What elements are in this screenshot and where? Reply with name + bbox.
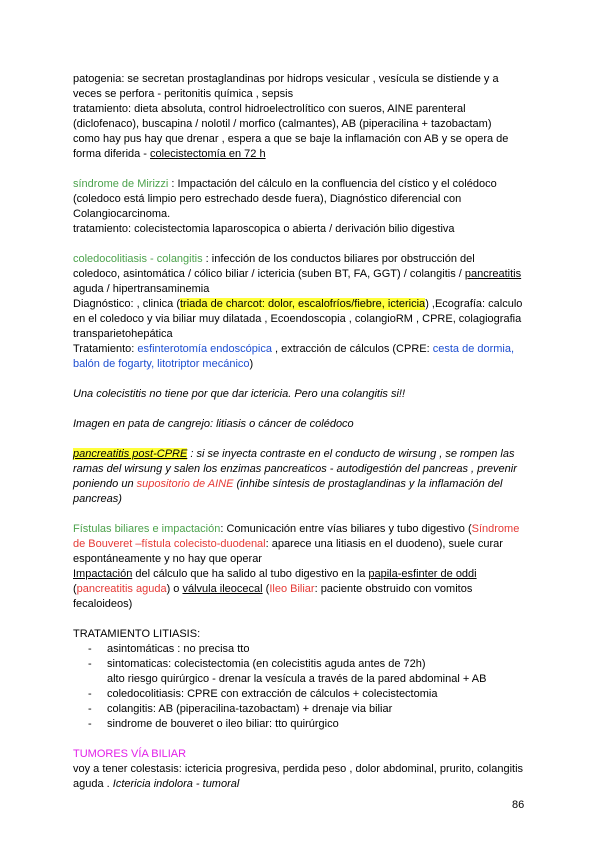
mirizzi-term: síndrome de Mirizzi — [73, 178, 169, 190]
text-line: en el coledoco y via biliar muy dilatada , Ecoendoscopia , colangioRM , CPRE, colagiografia — [73, 313, 522, 325]
tratamiento-title: TRATAMIENTO LITIASIS: — [73, 628, 201, 640]
papila-oddi-underlined: papila-esfinter de oddi — [368, 568, 477, 580]
cesta-dormia-term: cesta de dormia, — [432, 343, 515, 355]
document-page — [73, 72, 533, 792]
text-line: (diclofenaco), buscapina / nolotil / morfico (calmantes), AB (piperacilina + tazobactam) — [73, 118, 492, 130]
text-line: pancreas) — [73, 493, 122, 505]
tumores-title: TUMORES VÍA BILIAR — [73, 748, 187, 760]
sindrome-term: Síndrome — [471, 523, 520, 535]
list-item: - coledocolitiasis: CPRE con extracción de cálculos + colecistectomia — [73, 687, 533, 702]
bouveret-term: de Bouveret –fístula colecisto-duodenal — [73, 538, 266, 550]
valvula-ileocecal-underlined: válvula ileocecal — [182, 583, 263, 595]
pancreatitis-aguda-term: pancreatitis aguda — [76, 583, 167, 595]
pancreatitis-post-cpre-paragraph — [73, 447, 533, 507]
list-item: - asintomáticas : no precisa tto — [73, 642, 533, 657]
text-line: patogenia: se secretan prostaglandinas por hidrops vesicular , vesícula se distiende y a — [73, 73, 499, 85]
text-line: aguda . Ictericia indolora - tumoral — [73, 778, 240, 790]
text-line: (coledoco está limpio pero estrechado desde fuera), Diagnóstico diferencial con — [73, 193, 462, 205]
ileo-biliar-term: Ileo Biliar — [269, 583, 315, 595]
coledocolitiasis-paragraph — [73, 252, 533, 372]
supositorio-aine-term: supositorio de AINE — [136, 478, 234, 490]
text-line: Colangiocarcinoma. — [73, 208, 171, 220]
text-line: Fístulas biliares e impactación: Comunicación entre vías biliares y tubo digestivo (Síndrome — [73, 523, 520, 535]
text-line: ramas del wirsung y salen los enzimas pancreaticos - autodigestión del pancreas , prevenir — [73, 463, 517, 475]
colecistitis-note: Una colecistitis no tiene por que dar ictericia. Pero una colangitis si!! — [73, 388, 406, 400]
text-line: como hay pus hay que drenar , espera a que se baje la inflamación con AB y se opera de — [73, 133, 509, 145]
list-item-continuation: alto riesgo quirúrgico - drenar la vesícula a través de la pared abdominal + AB — [107, 673, 487, 685]
text-line: pancreatitis post-CPRE : si se inyecta contraste en el conducto de wirsung , se rompen las — [73, 448, 515, 460]
esfinterotomia-term: esfinterotomía endoscópica — [137, 343, 272, 355]
text-line: fecaloideos) — [73, 598, 133, 610]
text-line: Diagnóstico: , clinica (triada de charcot: dolor, escalofríos/fiebre, ictericia) ,Ecografía: calculo — [73, 298, 523, 310]
pancreatitis-underlined: pancreatitis — [464, 268, 522, 280]
pancreatitis-post-cpre-term: pancreatitis post-CPRE — [73, 448, 188, 460]
text-line: espontáneamente y no hay que operar — [73, 553, 262, 565]
ictericia-indolora-note: Ictericia indolora - tumoral — [112, 778, 240, 790]
tratamiento-list — [73, 642, 533, 732]
text-line: veces se perfora - peritonitis química , sepsis — [73, 88, 294, 100]
list-item: - sintomaticas: colecistectomia (en colecistitis aguda antes de 72h) — [73, 657, 533, 672]
patogenia-paragraph — [73, 72, 533, 162]
coledocolitiasis-term: coledocolitiasis - colangitis — [73, 253, 203, 265]
balon-fogarty-term: balón de fogarty, litotriptor mecánico — [73, 358, 250, 370]
fistulas-term: Fístulas biliares e impactación — [73, 523, 221, 535]
mirizzi-paragraph — [73, 177, 533, 237]
text-line: coledoco, asintomática / cólico biliar / ictericia (suben BT, FA, GGT) / colangitis / pancreatitis — [73, 268, 522, 280]
text-line: coledocolitiasis - colangitis : infección de los conductos biliares por obstrucción del — [73, 253, 475, 265]
colecistectomia-underlined: colecistectomía en 72 h — [150, 148, 266, 160]
text-line: tratamiento: colecistectomia laparoscopica o abierta / derivación bilio digestiva — [73, 223, 455, 235]
list-item: - colangitis: AB (piperacilina-tazobactam) + drenaje via biliar — [73, 702, 533, 717]
text-line: Tratamiento: esfinterotomía endoscópica , extracción de cálculos (CPRE: cesta de dormia, — [73, 343, 515, 355]
text-line: forma diferida - colecistectomía en 72 h — [73, 148, 266, 160]
text-line: voy a tener colestasis: ictericia progresiva, perdida peso , dolor abdominal, prurito, colangitis — [73, 763, 524, 775]
text-line: balón de fogarty, litotriptor mecánico) — [73, 358, 254, 370]
text-line: síndrome de Mirizzi : Impactación del cálculo en la confluencia del cístico y el colédoco — [73, 178, 497, 190]
tratamiento-section — [73, 627, 533, 732]
text-line: poniendo un supositorio de AINE (inhibe síntesis de prostaglandinas y la inflamación del — [73, 478, 503, 490]
tumores-section — [73, 747, 533, 792]
pata-cangrejo-note: Imagen en pata de cangrejo: litiasis o cáncer de colédoco — [73, 418, 354, 430]
text-line: aguda / hipertransaminemia — [73, 283, 210, 295]
text-line: transparietohepática — [73, 328, 173, 340]
text-line: Impactación del cálculo que ha salido al tubo digestivo en la papila-esfinter de oddi — [73, 568, 477, 580]
list-item: - sindrome de bouveret o ileo biliar: tto quirúrgico — [73, 717, 533, 732]
page-number: 86 — [512, 799, 525, 811]
text-line: (pancreatitis aguda) o válvula ileocecal (Ileo Biliar: paciente obstruido con vomitos — [73, 583, 473, 595]
fistulas-paragraph — [73, 522, 533, 612]
text-line: de Bouveret –fístula colecisto-duodenal: aparece una litiasis en el duodeno), suele curar — [73, 538, 503, 550]
charcot-highlight: triada de charcot: dolor, escalofríos/fiebre, ictericia — [180, 298, 426, 310]
text-line: tratamiento: dieta absoluta, control hidroelectrolítico con sueros, AINE parenteral — [73, 103, 466, 115]
impactacion-underlined: Impactación — [73, 568, 133, 580]
